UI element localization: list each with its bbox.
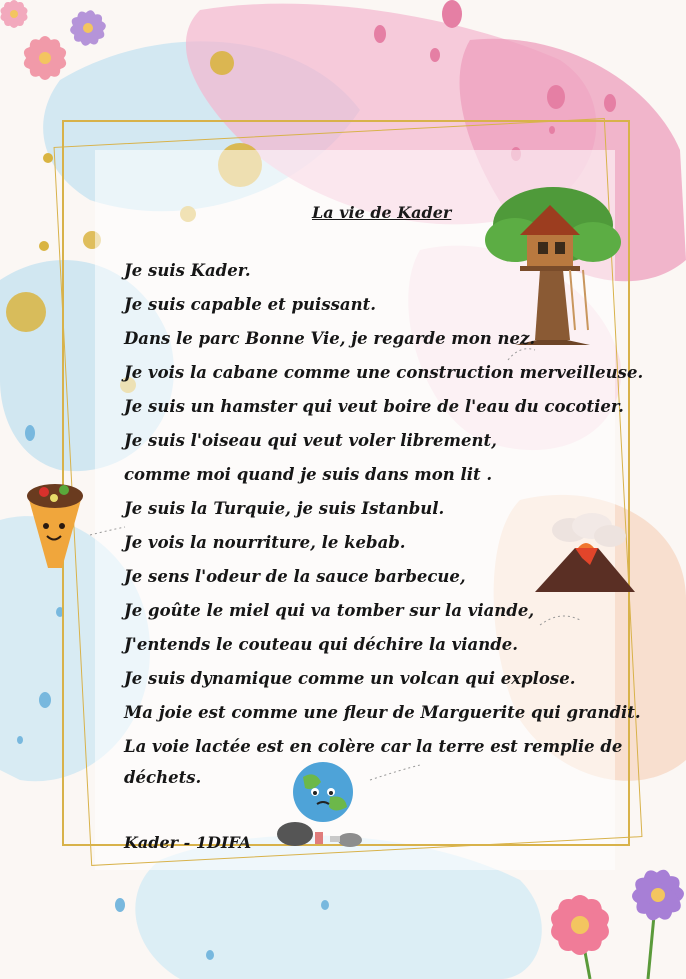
poem-line: Je suis la Turquie, je suis Istanbul. [124, 499, 445, 518]
poem-line: Ma joie est comme une fleur de Marguerite qui grandit. [124, 703, 641, 722]
poem-title: La vie de Kader [312, 203, 452, 222]
poem-line: Je suis capable et puissant. [124, 295, 376, 314]
kebab-character-icon [20, 478, 90, 573]
poem-line: Je goûte le miel qui va tomber sur la viande, [124, 601, 535, 620]
author-signature: Kader - 1DIFA [124, 833, 252, 852]
poem-line: Je suis dynamique comme un volcan qui explose. [124, 669, 576, 688]
poem-line: Je suis Kader. [124, 261, 251, 280]
poem-line: J'entends le couteau qui déchire la viande. [124, 635, 519, 654]
poem-line: Je vois la cabane comme une construction merveilleuse. [124, 363, 644, 382]
flower-cluster-icon [0, 0, 130, 110]
poem-body [124, 258, 644, 799]
poem-line: Je sens l'odeur de la sauce barbecue, [124, 567, 466, 586]
poem-line: Je suis l'oiseau qui veut voler librement, [124, 431, 497, 450]
poem-line: déchets. [124, 768, 202, 787]
poem-line: Dans le parc Bonne Vie, je regarde mon nez. [124, 329, 536, 348]
flower-bouquet-icon [520, 845, 686, 979]
poem-line: La voie lactée est en colère car la terre est remplie de [124, 737, 623, 756]
poem-line: Je suis un hamster qui veut boire de l'eau du cocotier. [124, 397, 624, 416]
poem-line: Je vois la nourriture, le kebab. [124, 533, 406, 552]
poem-line: comme moi quand je suis dans mon lit . [124, 465, 493, 484]
